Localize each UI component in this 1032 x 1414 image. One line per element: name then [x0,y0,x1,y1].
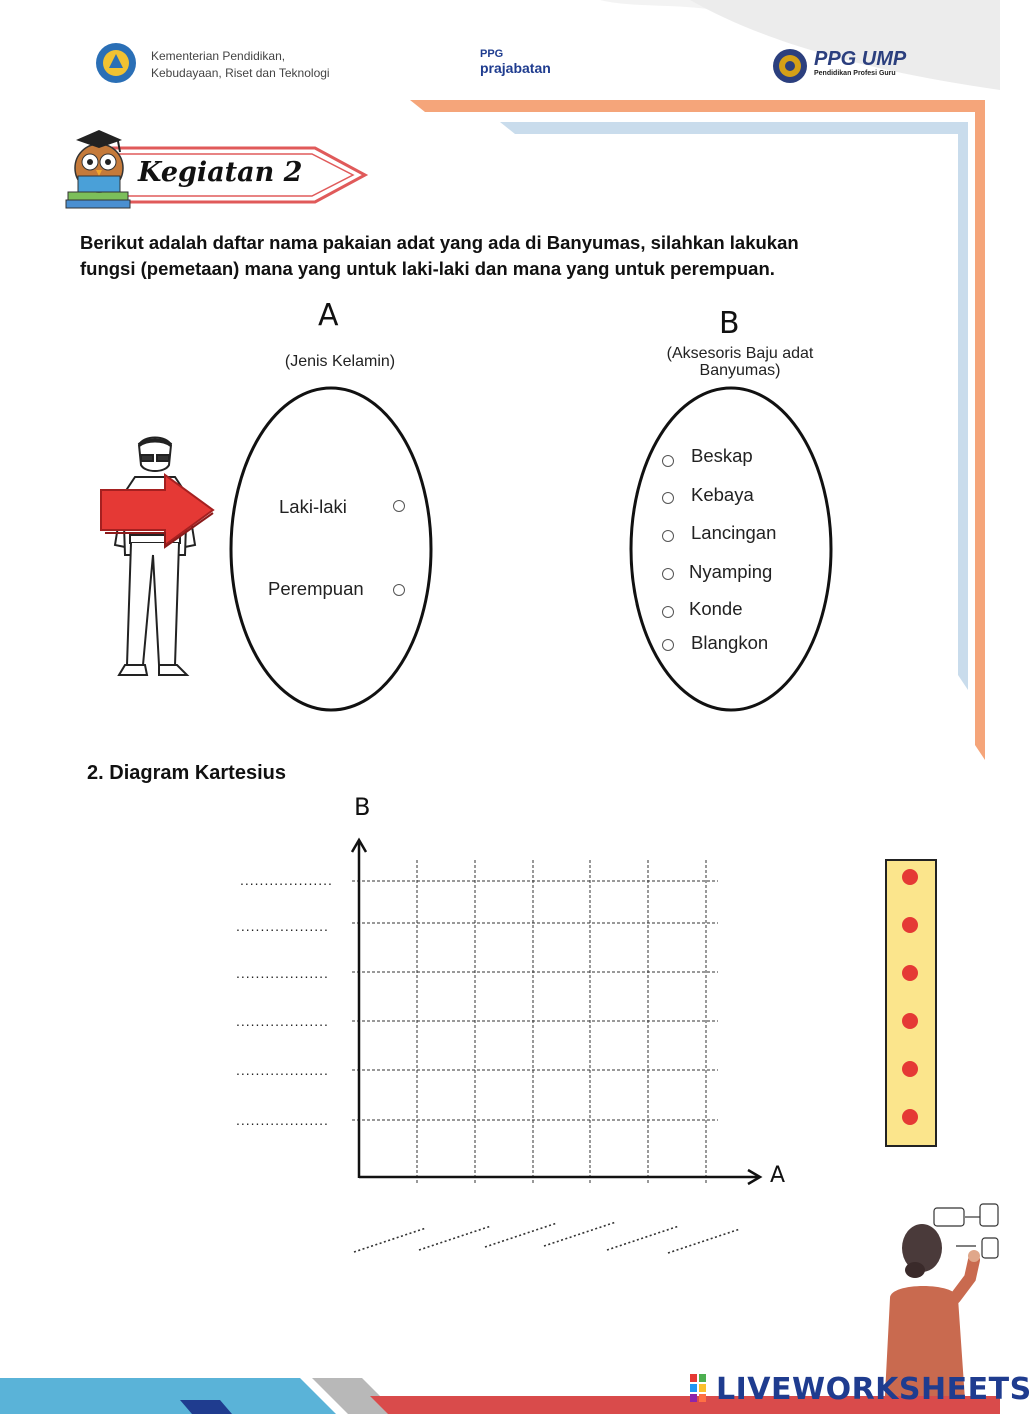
x-answer-blanks [354,1222,740,1253]
drag-handle[interactable] [902,1013,918,1029]
set-b-item-konde: Konde [689,598,743,619]
cartesian-diagram [0,790,1000,1260]
section-2-heading [87,762,286,785]
ppg-small-label: PPG [480,48,504,60]
set-a-dot-perempuan[interactable] [393,584,405,596]
set-b-dot-blangkon[interactable] [662,639,674,651]
y-answer-blank[interactable]: ................... [236,965,329,981]
ppg-main-label: prajabatan [480,60,551,76]
x-answer-blank[interactable] [607,1226,679,1250]
set-b-letter: B [719,306,740,341]
man-with-arrow-illustration [95,435,225,690]
y-answer-blank[interactable]: ................... [236,1013,329,1029]
ministry-logo-icon [95,42,137,84]
instruction-line-1: Berikut adalah daftar nama pakaian adat yang ada di Banyumas, silahkan lakukan [80,232,799,253]
set-b-item-beskap: Beskap [691,445,753,466]
set-a-letter: A [318,298,339,333]
y-answer-blank[interactable]: ................... [240,872,333,888]
set-b-dot-konde[interactable] [662,606,674,618]
ministry-line-1: Kementerian Pendidikan, [151,49,286,63]
ump-logo-text [814,48,906,77]
set-b-subtitle-line-2: Banyumas) [699,362,781,379]
instruction-line-2: fungsi (pemetaan) mana yang untuk laki-laki dan mana yang untuk perempuan. [80,258,775,279]
ppg-prajabatan-logo [480,48,551,76]
set-b-oval [628,384,834,714]
ump-subtitle: Pendidikan Profesi Guru [814,70,896,77]
owl-mascot-icon [62,126,136,210]
set-b-dot-nyamping[interactable] [662,568,674,580]
x-answer-blank[interactable] [544,1222,616,1246]
set-a-item-laki-laki: Laki-laki [279,496,347,517]
set-b-dot-beskap[interactable] [662,455,674,467]
y-answer-blank[interactable]: ................... [236,918,329,934]
activity-title: Kegiatan 2 [138,157,303,188]
set-a-oval [228,385,434,713]
section-2-number: 2. [87,762,104,784]
drag-handle[interactable] [902,1109,918,1125]
drag-handle[interactable] [902,1061,918,1077]
ministry-name [151,48,330,82]
x-answer-blank[interactable] [485,1223,557,1247]
set-a-subtitle: (Jenis Kelamin) [284,353,396,370]
drag-handle[interactable] [902,965,918,981]
section-2-title: Diagram Kartesius [109,762,286,784]
grid-lines [352,860,718,1184]
liveworksheets-brand: LIVEWORKSHEETS [716,1372,1032,1407]
y-answer-blank[interactable]: ................... [236,1062,329,1078]
drag-handle[interactable] [902,917,918,933]
liveworksheets-logo-icon [690,1374,716,1404]
set-b-item-blangkon: Blangkon [691,632,769,653]
drag-slot-panel [885,859,937,1147]
set-b-dot-lancingan[interactable] [662,530,674,542]
set-a-item-perempuan: Perempuan [268,578,364,599]
y-answer-blank[interactable]: ................... [236,1112,329,1128]
set-b-subtitle [640,345,840,379]
instruction-text [80,230,960,282]
set-b-subtitle-line-1: (Aksesoris Baju adat [666,345,814,362]
x-axis-label: A [770,1163,786,1188]
ministry-line-2: Kebudayaan, Riset dan Teknologi [151,66,330,80]
set-b-item-kebaya: Kebaya [691,484,754,505]
x-answer-blank[interactable] [419,1226,491,1250]
set-b-dot-kebaya[interactable] [662,492,674,504]
x-answer-blank[interactable] [668,1229,740,1253]
set-b-item-nyamping: Nyamping [689,561,773,582]
y-axis-label: B [354,793,371,821]
x-answer-blank[interactable] [354,1228,426,1252]
ump-emblem-icon [772,48,808,84]
set-b-item-lancingan: Lancingan [691,522,777,543]
ump-title: PPG UMP [814,48,907,70]
set-a-dot-laki-laki[interactable] [393,500,405,512]
drag-handle[interactable] [902,869,918,885]
